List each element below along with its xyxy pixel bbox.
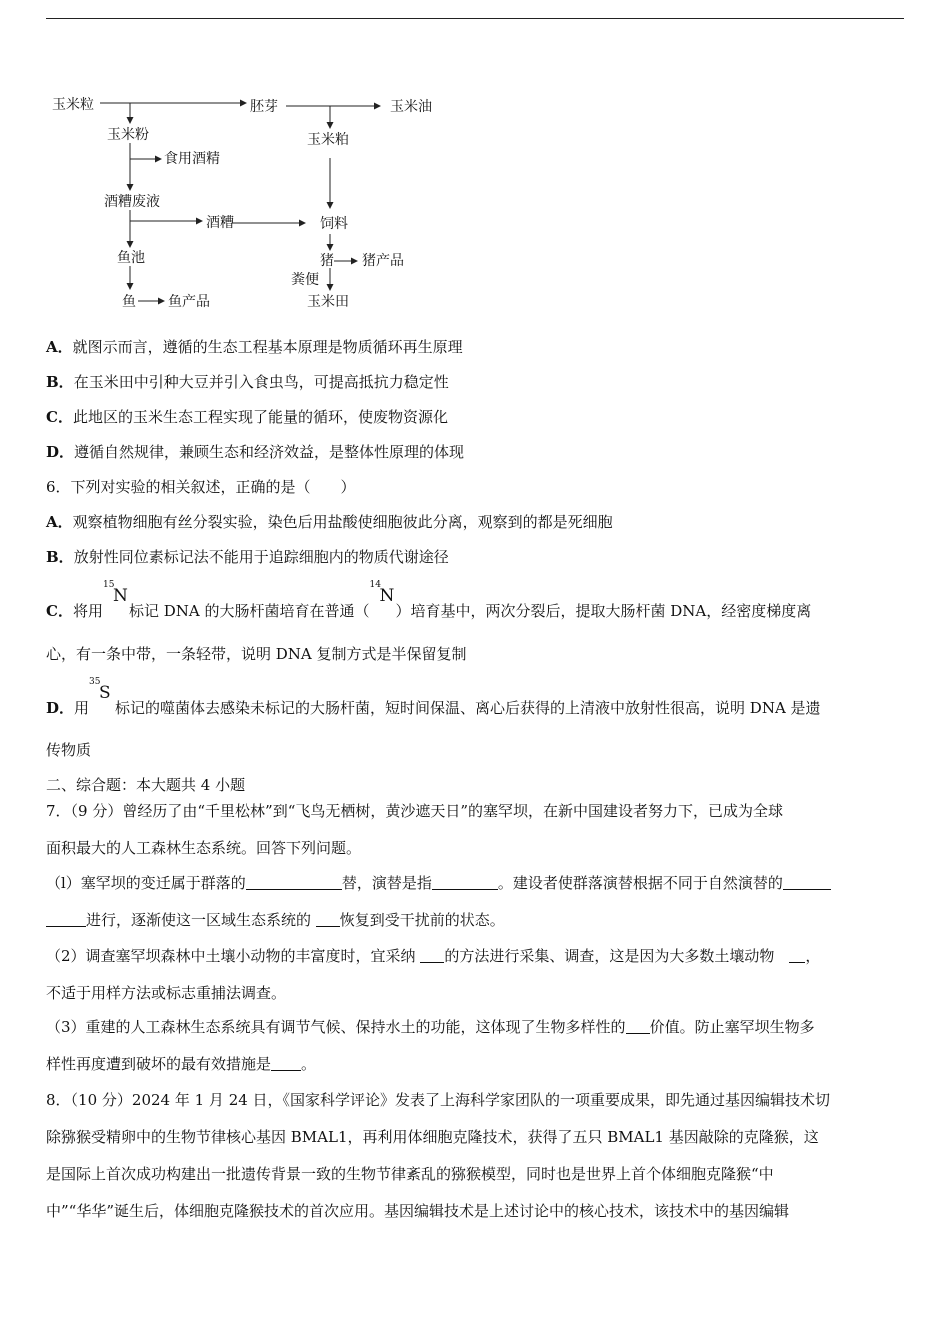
section-heading: 二、综合题：本大题共 4 小题 — [46, 776, 246, 794]
q7-part2-line1: （2）调查塞罕坝森林中土壤小动物的丰富度时，宜采纳 的方法进行采集、调查，这是因为大多数土壤动物 ， — [46, 947, 821, 965]
q8-line4: 中”“华华”诞生后，体细胞克隆猴技术的首次应用。基因编辑技术是上述讨论中的核心技术，该技术中的基因编辑 — [46, 1202, 790, 1220]
q5-option-b: B．在玉米田中引种大豆并引入食虫鸟，可提高抵抗力稳定性 — [46, 373, 449, 391]
answer-blank[interactable] — [271, 1055, 301, 1071]
q8-line1: 8．（10 分）2024 年 1 月 24 日，《国家科学评论》发表了上海科学家团队的一项重要成果，即先通过基因编辑技术切 — [46, 1091, 831, 1109]
node-fish-pond: 鱼池 — [117, 250, 145, 266]
node-corn-grain: 玉米粒 — [52, 97, 94, 113]
q7-stem-line1: 7．（9 分）曾经历了由“千里松林”到“飞鸟无栖树，黄沙遮天日”的塞罕坝，在新中国建设者努力下，已成为全球 — [46, 802, 784, 820]
q6-option-d: D．用 35 S 标记的噬菌体去感染未标记的大肠杆菌，短时间保温、离心后获得的上清液中放射性很高，说明 DNA 是遗 — [46, 677, 821, 717]
node-distillers-grains: 酒糟 — [206, 215, 234, 231]
isotope-n14: 14 N — [369, 580, 395, 606]
node-feed: 饲料 — [320, 216, 348, 232]
node-corn-meal: 玉米粕 — [307, 132, 349, 148]
q7-part1-line1: （l）塞罕坝的变迁属于群落的 替，演替是指 。建设者使群落演替根据不同于自然演替的 — [46, 873, 831, 893]
node-fish: 鱼 — [122, 294, 136, 310]
node-edible-alcohol: 食用酒精 — [164, 151, 220, 167]
node-corn-oil: 玉米油 — [390, 99, 432, 115]
isotope-n15: 15 N — [102, 580, 128, 606]
q5-option-c: C．此地区的玉米生态工程实现了能量的循环，使废物资源化 — [46, 408, 448, 426]
answer-blank[interactable] — [789, 947, 805, 963]
corn-ecology-flow-diagram — [48, 92, 448, 314]
q7-stem-line2: 面积最大的人工森林生态系统。回答下列问题。 — [46, 839, 362, 857]
q6-stem: 6．下列对实验的相关叙述，正确的是（ ） — [46, 478, 356, 496]
node-corn-flour: 玉米粉 — [107, 127, 149, 143]
node-distillers-waste: 酒糟废液 — [104, 194, 160, 210]
answer-blank[interactable] — [420, 947, 444, 963]
answer-blank[interactable] — [316, 911, 340, 927]
q6-option-d-cont: 传物质 — [46, 741, 92, 759]
q6-option-a: A．观察植物细胞有丝分裂实验，染色后用盐酸使细胞彼此分离，观察到的都是死细胞 — [46, 513, 613, 531]
answer-blank[interactable] — [432, 874, 498, 890]
answer-blank[interactable] — [626, 1018, 650, 1034]
q5-option-a: A．就图示而言，遵循的生态工程基本原理是物质循环再生原理 — [46, 338, 463, 356]
q5-option-d: D．遵循自然规律，兼顾生态和经济效益，是整体性原理的体现 — [46, 443, 465, 461]
q8-line2: 除猕猴受精卵中的生物节律核心基因 BMAL1，再利用体细胞克隆技术，获得了五只 BMAL1 基因敲除的克隆猴，这 — [46, 1128, 819, 1146]
node-manure: 粪便 — [291, 272, 319, 288]
node-pig: 猪 — [320, 253, 334, 269]
q7-part3-line2: 样性再度遭到破坏的最有效措施是 。 — [46, 1055, 317, 1073]
header-rule — [46, 18, 904, 19]
q7-part2-line2: 不适于用样方法或标志重捕法调查。 — [46, 984, 287, 1002]
node-pig-products: 猪产品 — [362, 253, 404, 269]
q7-part1-line2: 进行，逐渐使这一区域生态系统的 恢复到受干扰前的状态。 — [46, 910, 505, 930]
node-corn-field: 玉米田 — [307, 294, 349, 310]
q6-option-c: C．将用 15 N 标记 DNA 的大肠杆菌培育在普通（ 14 N ）培育基中，两次分裂后，提取大肠杆菌 DNA，经密度梯度离 — [46, 580, 812, 620]
q6-option-c-cont: 心，有一条中带，一条轻带，说明 DNA 复制方式是半保留复制 — [46, 645, 467, 663]
answer-blank[interactable] — [46, 911, 86, 927]
answer-blank[interactable] — [246, 874, 342, 890]
node-embryo: 胚芽 — [250, 99, 278, 115]
q8-line3: 是国际上首次成功构建出一批遗传背景一致的生物节律紊乱的猕猴模型，同时也是世界上首个体细胞克隆猴“中 — [46, 1165, 774, 1183]
answer-blank[interactable] — [783, 874, 831, 890]
isotope-s35: 35 S — [89, 677, 111, 703]
q7-part3-line1: （3）重建的人工森林生态系统具有调节气候、保持水土的功能，这体现了生物多样性的 价值。防止塞罕坝生物多 — [46, 1018, 815, 1036]
q6-option-b: B．放射性同位素标记法不能用于追踪细胞内的物质代谢途径 — [46, 548, 449, 566]
node-fish-products: 鱼产品 — [168, 294, 210, 310]
